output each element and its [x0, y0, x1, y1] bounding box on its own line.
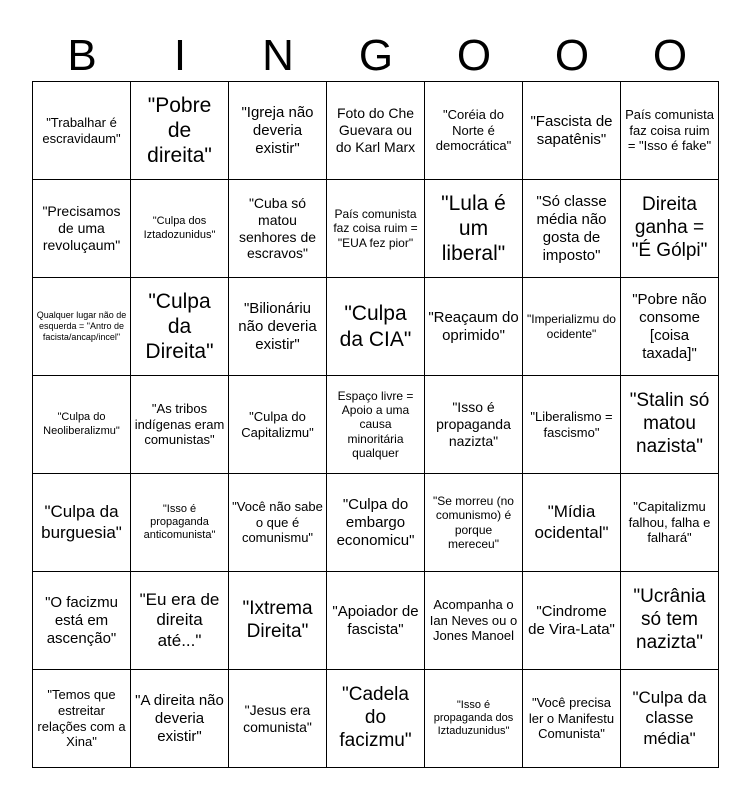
- bingo-cell: "Apoiador de fascista": [327, 572, 425, 670]
- bingo-cell: "Cindrome de Vira-Lata": [523, 572, 621, 670]
- bingo-cell: "Lula é um liberal": [425, 180, 523, 278]
- bingo-cell: Foto do Che Guevara ou do Karl Marx: [327, 82, 425, 180]
- header-letter: O: [652, 31, 688, 80]
- bingo-cell: "Se morreu (no comunismo) é porque mereceu": [425, 474, 523, 572]
- bingo-cell: "A direita não deveria existir": [131, 670, 229, 768]
- bingo-cell: Espaço livre = Apoio a uma causa minoritária qualquer: [327, 376, 425, 474]
- bingo-cell: País comunista faz coisa ruim = "Isso é fake": [621, 82, 719, 180]
- bingo-cell: "Reaçaum do oprimido": [425, 278, 523, 376]
- bingo-cell: "Culpa da classe média": [621, 670, 719, 768]
- bingo-cell: "Cuba só matou senhores de escravos": [229, 180, 327, 278]
- bingo-cell: "Isso é propaganda anticomunista": [131, 474, 229, 572]
- bingo-cell: "Você precisa ler o Manifestu Comunista": [523, 670, 621, 768]
- bingo-cell: Acompanha o Ian Neves ou o Jones Manoel: [425, 572, 523, 670]
- bingo-cell: "Culpa da CIA": [327, 278, 425, 376]
- bingo-cell: "Isso é propaganda dos Iztaduzunidus": [425, 670, 523, 768]
- bingo-cell: "Ixtrema Direita": [229, 572, 327, 670]
- bingo-cell: "Isso é propaganda nazizta": [425, 376, 523, 474]
- header-letter: N: [262, 31, 294, 80]
- bingo-cell: "Bilionáriu não deveria existir": [229, 278, 327, 376]
- bingo-grid: [32, 81, 719, 768]
- bingo-cell: "Temos que estreitar relações com a Xina": [33, 670, 131, 768]
- bingo-cell: País comunista faz coisa ruim = "EUA fez pior": [327, 180, 425, 278]
- bingo-cell: "Ucrânia só tem nazizta": [621, 572, 719, 670]
- bingo-cell: "Você não sabe o que é comunismu": [229, 474, 327, 572]
- bingo-cell: "Stalin só matou nazista": [621, 376, 719, 474]
- bingo-header: [33, 30, 719, 82]
- bingo-cell: "Culpa da Direita": [131, 278, 229, 376]
- bingo-cell: "As tribos indígenas eram comunistas": [131, 376, 229, 474]
- header-letter: B: [67, 31, 97, 80]
- bingo-cell: "Pobre de direita": [131, 82, 229, 180]
- bingo-cell: "Culpa do Capitalizmu": [229, 376, 327, 474]
- header-letter: O: [456, 31, 492, 80]
- bingo-cell: "Capitalizmu falhou, falha e falhará": [621, 474, 719, 572]
- bingo-cell: "Coréia do Norte é democrática": [425, 82, 523, 180]
- bingo-cell: "Culpa do embargo economicu": [327, 474, 425, 572]
- bingo-cell: "Igreja não deveria existir": [229, 82, 327, 180]
- bingo-cell: "Culpa dos Iztadozunidus": [131, 180, 229, 278]
- bingo-cell: "Cadela do facizmu": [327, 670, 425, 768]
- bingo-cell: "Liberalismo = fascismo": [523, 376, 621, 474]
- bingo-cell: "Culpa da burguesia": [33, 474, 131, 572]
- bingo-cell: "Jesus era comunista": [229, 670, 327, 768]
- bingo-cell: "Fascista de sapatênis": [523, 82, 621, 180]
- bingo-cell: "Mídia ocidental": [523, 474, 621, 572]
- bingo-cell: Qualquer lugar não de esquerda = "Antro de facista/ancap/incel": [33, 278, 131, 376]
- bingo-cell: "Imperializmu do ocidente": [523, 278, 621, 376]
- bingo-cell: "Trabalhar é escravidaum": [33, 82, 131, 180]
- header-letter: I: [173, 31, 187, 80]
- bingo-cell: "O facizmu está em ascenção": [33, 572, 131, 670]
- bingo-cell: "Precisamos de uma revoluçaum": [33, 180, 131, 278]
- bingo-cell: "Culpa do Neoliberalizmu": [33, 376, 131, 474]
- bingo-cell: "Pobre não consome [coisa taxada]": [621, 278, 719, 376]
- bingo-cell: Direita ganha = "É Gólpi": [621, 180, 719, 278]
- header-letter: G: [358, 31, 394, 80]
- header-letter: O: [554, 31, 590, 80]
- bingo-cell: "Só classe média não gosta de imposto": [523, 180, 621, 278]
- bingo-cell: "Eu era de direita até...": [131, 572, 229, 670]
